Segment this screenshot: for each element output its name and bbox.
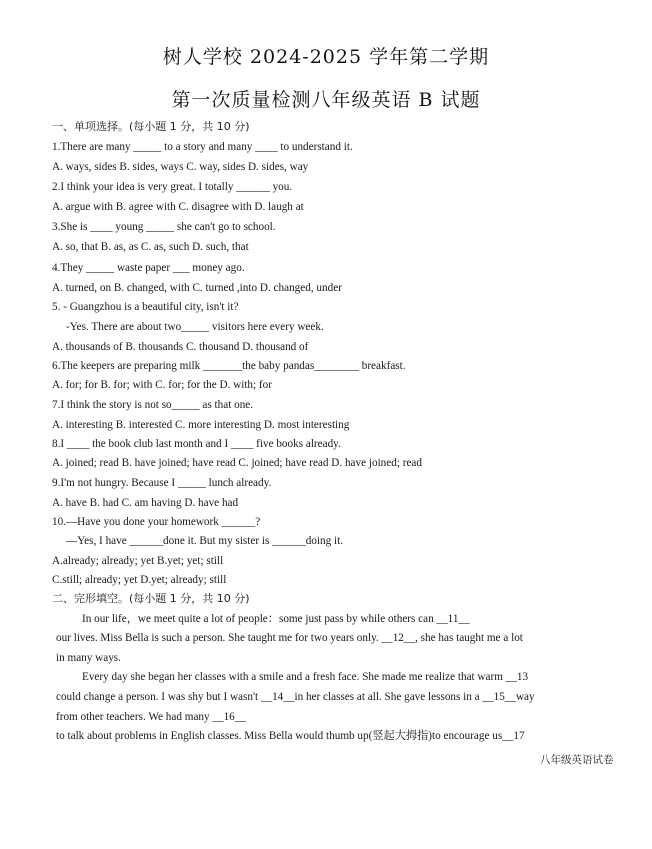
text-line: 8.I ____ the book club last month and I ____ five books already. <box>52 438 341 450</box>
text-line: 7.I think the story is not so_____ as that one. <box>52 399 254 411</box>
text-line: 5. - Guangzhou is a beautiful city, isn't it? <box>52 301 239 313</box>
text-line: could change a person. I was shy but I wasn't __14__in her classes at all. She gave lessons in a __15__way <box>56 691 535 703</box>
text-line: A.already; already; yet B.yet; yet; still <box>52 555 224 567</box>
text-line: Every day she began her classes with a smile and a fresh face. She made me realize that warm __13 <box>82 671 529 683</box>
text-line: in many ways. <box>56 652 121 664</box>
text-line: A. for; for B. for; with C. for; for the D. with; for <box>52 379 272 391</box>
text-line: A. have B. had C. am having D. have had <box>52 497 239 509</box>
text-line: to talk about problems in English classes. Miss Bella would thumb up(竖起大拇指)to encourage us__17 <box>56 730 525 742</box>
text-line: A. joined; read B. have joined; have read C. joined; have read D. have joined; read <box>52 457 422 469</box>
text-line: A. turned, on B. changed, with C. turned ,into D. changed, under <box>52 282 342 294</box>
text-line: 二、完形填空。(每小题 1 分，共 10 分) <box>52 592 250 605</box>
text-line: A. argue with B. agree with C. disagree with D. laugh at <box>52 201 304 213</box>
text-line: 10.—Have you done your homework ______? <box>52 516 261 528</box>
text-line: In our life，we meet quite a lot of people：some just pass by while others can __11__ <box>82 613 470 625</box>
text-line: 4.They _____ waste paper ___ money ago. <box>52 262 245 274</box>
text-line: A. interesting B. interested C. more interesting D. most interesting <box>52 419 350 431</box>
text-line: 2.I think your idea is very great. I totally ______ you. <box>52 181 293 193</box>
page-subtitle: 第一次质量检测八年级英语 B 试题 <box>171 89 481 111</box>
text-line: A. thousands of B. thousands C. thousand D. thousand of <box>52 341 309 353</box>
text-line: 9.I'm not hungry. Because I _____ lunch already. <box>52 477 272 489</box>
text-line: C.still; already; yet D.yet; already; still <box>52 574 227 586</box>
text-line: —Yes, I have ______done it. But my sister is ______doing it. <box>66 535 343 547</box>
page-footer: 八年级英语试卷 <box>540 754 614 766</box>
text-line: A. so, that B. as, as C. as, such D. such, that <box>52 241 249 253</box>
text-line: -Yes. There are about two_____ visitors here every week. <box>66 321 324 333</box>
text-line: our lives. Miss Bella is such a person. She taught me for two years only. __12__, she has taught me a lot <box>56 632 523 644</box>
text-line: 6.The keepers are preparing milk _______the baby pandas________ breakfast. <box>52 360 406 372</box>
text-line: 一、单项选择。(每小题 1 分，共 10 分) <box>52 120 250 133</box>
text-line: 3.She is ____ young _____ she can't go to school. <box>52 221 276 233</box>
page-title: 树人学校 2024-2025 学年第二学期 <box>162 46 490 68</box>
text-line: 1.There are many _____ to a story and many ____ to understand it. <box>52 141 353 153</box>
text-line: from other teachers. We had many __16__ <box>56 711 246 723</box>
text-line: A. ways, sides B. sides, ways C. way, sides D. sides, way <box>52 161 309 173</box>
